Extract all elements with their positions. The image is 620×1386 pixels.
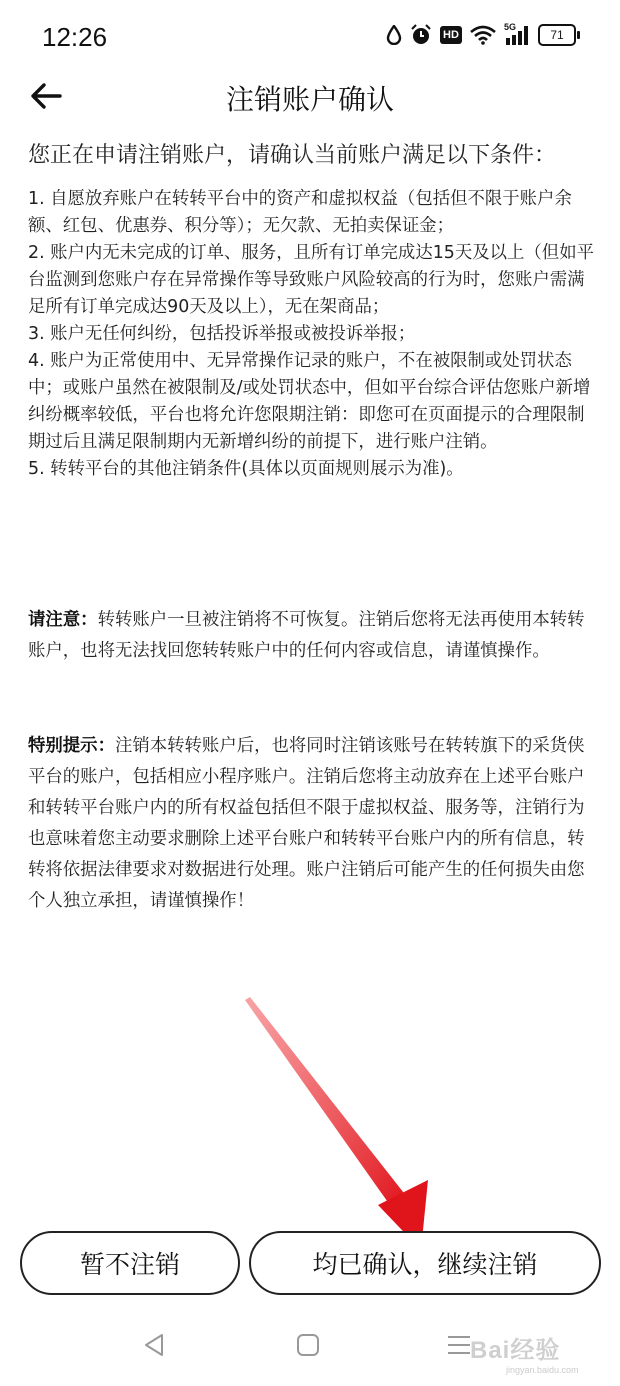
- notice-text: 转转账户一旦被注销将不可恢复。注销后您将无法再使用本转转账户，也将无法找回您转转账户中的任何内容或信息，请谨慎操作。: [28, 610, 585, 661]
- condition-item: 2. 账户内无未完成的订单、服务，且所有订单完成达15天及以上（但如平台监测到您账户存在异常操作等导致账户风险较高的行为时，您账户需满足所有订单完成达90天及以上），无在架商品；: [28, 243, 594, 317]
- hd-icon: HD: [440, 26, 462, 44]
- status-time: 12:26: [42, 22, 108, 52]
- nav-home-icon[interactable]: [293, 1330, 323, 1360]
- special-tip-label: 特别提示：: [28, 736, 115, 756]
- nav-back-icon[interactable]: [140, 1330, 170, 1360]
- confirm-continue-button[interactable]: 均已确认，继续注销: [249, 1231, 601, 1295]
- condition-item: 1. 自愿放弃账户在转转平台中的资产和虚拟权益（包括但不限于账户余额、红包、优惠券、积分等）；无欠款、无拍卖保证金；: [28, 189, 572, 236]
- condition-item: 3. 账户无任何纠纷，包括投诉举报或被投诉举报；: [28, 324, 416, 344]
- battery-indicator: 71: [538, 24, 576, 46]
- signal-5g-icon: 5G: [504, 24, 530, 46]
- condition-item: 5. 转转平台的其他注销条件(具体以页面规则展示为准)。: [28, 459, 464, 479]
- special-tip-text: 注销本转转账户后，也将同时注销该账号在转转旗下的采货侠平台的账户，包括相应小程序账户。注销后您将主动放弃在上述平台账户和转转平台账户内的所有权益包括但不限于虚拟权益、服务等，注销行为也意味着您主动要求删除上述平台账户和转转平台账户内的所有信息，转转将依据法律要求对数据进行处理。账户注销后可能产生的任何损失由您个人独立承担，请谨慎操作！: [28, 736, 585, 911]
- cancel-deletion-button[interactable]: 暂不注销: [20, 1231, 240, 1295]
- watermark-logo-text: Bai经验: [470, 1337, 561, 1364]
- page-title: 注销账户确认: [225, 83, 394, 116]
- condition-item: 4. 账户为正常使用中、无异常操作记录的账户，不在被限制或处罚状态中；或账户虽然在被限制及/或处罚状态中，但如平台综合评估您账户新增纠纷概率较低，平台也将允许您限期注销：即您可在页面提示的合理限制期过后且满足限制期内无新增纠纷的前提下，进行账户注销。: [28, 351, 591, 452]
- watermark-url: jingyan.baidu.com: [506, 1365, 579, 1375]
- notice-label: 请注意：: [28, 610, 98, 630]
- baidu-jingyan-watermark: [470, 1330, 610, 1378]
- intro-text: 您正在申请注销账户，请确认当前账户满足以下条件：: [28, 143, 557, 168]
